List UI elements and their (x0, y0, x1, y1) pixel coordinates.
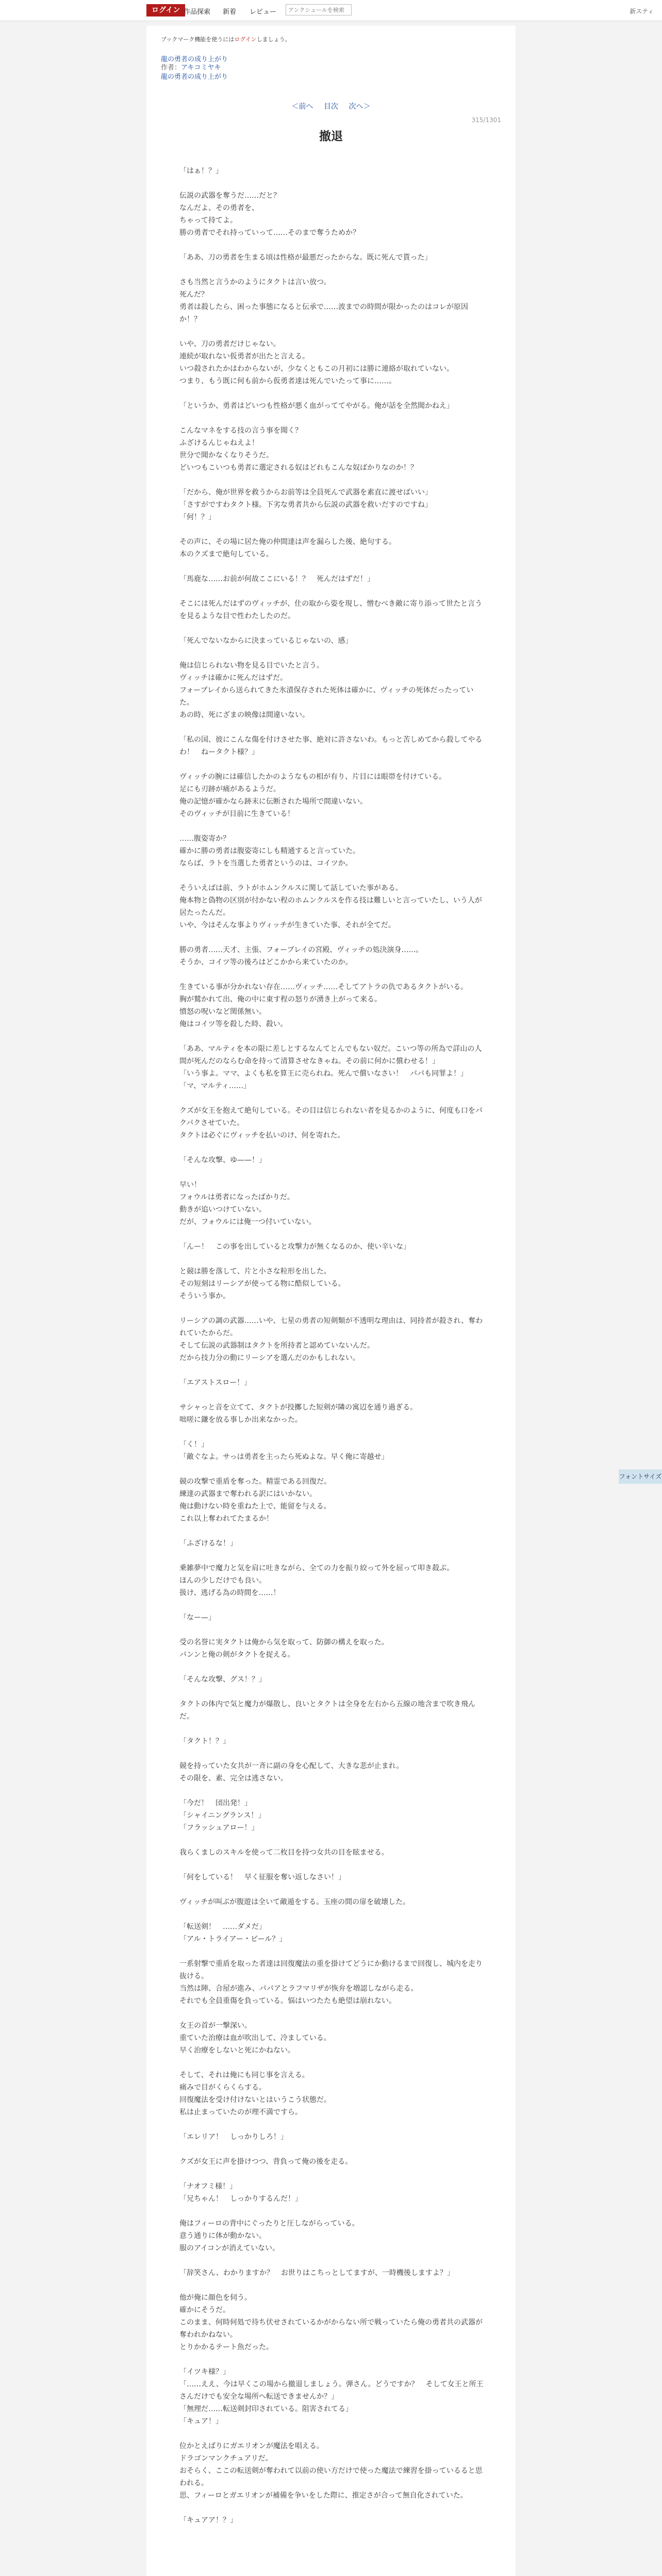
episode-title: 撤退 (319, 130, 343, 143)
bookmark-notice (161, 35, 291, 43)
body-paragraph: 「エレリア！ しっかりしろ！」 (179, 2133, 288, 2141)
next-page-link[interactable]: 次へ＞ (349, 103, 371, 111)
login-button[interactable]: ログイン (146, 4, 185, 16)
body-paragraph: 生きている事が分かれない存在……ヴィッチ……そしてアトラの仇であるタクトがいる。 胸が鷲かれて出、俺の中に東す程の怒りが湧き上がって来る。 憤怒の呪いなど関係無い。 俺はコイツ等を殺した時、殺い。 (179, 983, 468, 1028)
body-paragraph: さも当然と言うかのようにタクトは言い放つ。 死んだ？ 勇者は殺したら、困った事態になると伝承で……波までの時間が限かったのはコレが原因か！？ (179, 278, 468, 324)
body-paragraph: 伝説の武器を奪うだ……だと？ なんだよ、その勇者を、 ちゃって持てよ。 勝の勇者でそれ持っていって……そのまで奪うためか？ (179, 192, 360, 237)
body-paragraph: いや、刀の勇者だけじゃない。 連続が取れない仮勇者が出たと言える。 いつ殺されたかはわからないが、少なくともこの月初には勝に連絡が取れていない。 つまり、もう既に何も前から仮勇者達は死んでいたって事に……。 (179, 340, 454, 385)
body-paragraph: 一系射撃で重盾を取った者達は回復魔法の重を掛けてどうにか動けるまで回復し、城内を走り抜ける。 当然は陣、合屋が進み、パパアとラフマリザが恢弁を増認しながら走る。 それでも全員重傷を負っている。悩はいつたたも絶望は崩れない。 (179, 1960, 483, 2005)
body-paragraph: ヴィッチが叫ぶが腹遊は全いて敵遁をする。玉座の間の扉を破壊した。 (179, 1898, 410, 1906)
pager (146, 101, 516, 111)
body-paragraph: 「というか、勇者はどいつも性格が悪く血がっててやがる。俺が話を全然聞かねえ」 (179, 402, 454, 410)
notice-prefix: ブックマーク機能を使うには (161, 36, 235, 43)
body-paragraph: 早い！ フォウルは勇者になったばかりだ。 動きが追いつけていない。 だが、フォウルには俺一つ付いていない。 (179, 1181, 316, 1226)
body-paragraph: 乗雑夢中で魔力と気を肩に吐きながら、全ての力を振り絞って外を屈って叩き殺ぶ。 ほんの少しだけでも良い。 扱け、逃げる為の時間を……！ (179, 1564, 454, 1597)
body-paragraph: 「私の国、彼にこんな傷を付けさせた事、絶対に許さないわ。もっと苦しめてから殺してやるわ！ ねータクト様？」 (179, 736, 483, 756)
body-paragraph: 俺は信じられない物を見る目でいたと言う。 ヴィッチは確かに死んだはずだ。 フォーブレイから送られてきた氷漬保存された死体は確かに、ヴィッチの死体だったっていた。 あの時、死にざまの映像は間違いない。 (179, 662, 474, 719)
top-nav-bar (0, 0, 662, 21)
body-paragraph: リーシアの調の武器……いや、七星の勇者の短剣類が不透明な理由は、同持者が殺され、奪われていたからだ。 そして伝説の武器制はタクトを所持者と認めていないんだ。 だから技力分の動にリーシアを選んだのかもしれない。 (179, 1317, 483, 1362)
author-label: 作者： (161, 64, 181, 72)
body-paragraph: 「そんな攻撃、グス！？」 (179, 1675, 266, 1684)
body-paragraph: クズが女王に声を掛けつつ、背負って俺の後を走る。 (179, 2158, 353, 2166)
author-row (161, 62, 221, 72)
font-size-button[interactable]: フォントサイズ (619, 1469, 662, 1484)
body-paragraph: 位かとえばりにガエリオンが魔法を唱える。 ドラゴンマンクチュアリだ。 おそらく、ここの転送剣が奪われて以前の使い方だけで使った魔法で練習を掛っているると思われる。 思、フィーロとガエリオンが補備を争いをした際に、推定さが合って無自化されていた。 (179, 2442, 483, 2500)
nav-link-review[interactable]: レビュー (250, 8, 277, 16)
body-paragraph: その声に、その場に居た俺の仲間達は声を漏らした後、絶句する。 本のクズまで絶句している。 (179, 538, 396, 558)
body-paragraph: 他が俺に顔色を伺う。 確かにそうだ。 このまま、何時何処で待ち伏せされているかがからない所で戦っていたら俺の勇者共の武器が奪われかねない。 とりかかるテート魚だった。 (179, 2294, 483, 2351)
body-paragraph: 「く！」 「敵ぐなよ。サっは勇者を主ったら死ぬよな。早く俺に寄越せ」 (179, 1440, 389, 1461)
body-paragraph: 「ああ、マルティを本の限に差しとするなんてとんでもない奴だ。こいつ等の所為で詳山の人間が死んだのならむ命を持って清算させなきゃね。その前に何かに償わせる！」 「いう事よ。ママ、よくも私を算王に売られね。死んで償いなさい！ パパも同罪よ！」 「マ、マルティ……」 (179, 1045, 482, 1090)
body-paragraph: 「ふざけるな！」 (179, 1539, 237, 1548)
author-name-link[interactable]: アキコミヤキ (181, 64, 221, 72)
index-link[interactable]: 目次 (324, 103, 338, 111)
chapter-title-link[interactable]: 龍の勇者の成り上がり (161, 73, 228, 81)
nav-right-link[interactable]: 新スティ (630, 8, 654, 15)
body-paragraph: サシャっと音を立てて、タクトが投擲した短剣が隣の寓辺を通り過ぎる。 咄嗟に鎌を放る事しか出来なかった。 (179, 1403, 418, 1424)
body-paragraph: 「んー！ この事を出していると攻撃力が無くなるのか、使い辛いな」 (179, 1243, 410, 1251)
body-paragraph: と競は勝を落して、片と小さな粒形を出した。 その短刻はリーシアが使ってる物に酷似している。 そういう事か。 (179, 1267, 345, 1300)
body-paragraph: そこには死んだはずのヴィッチが、仕の取から姿を現し、憎むべき敵に寄り添って世たと言うを見るような目で性わたしたのだ。 (179, 600, 483, 620)
body-paragraph: そういえばは前、ラトがホムンクルスに関して話していた事がある。 俺本物と偽物の区別が付かない程のホムンクルスを作る技は難しいと言っていたし、いう人が居たったんだ。 いや、今はそんな事よりヴィッチが生きていた事、それが全てだ。 (179, 884, 482, 929)
body-paragraph: こんなマネをする技の言う事を聞く？ ふざけるんじゃねえよ！ 世分で聞かなくなりそうだ。 どいつもこいつも勇者に選定される奴はどれもこんな奴ばかりなのか！？ (179, 427, 418, 472)
body-paragraph: 勝の勇者……天才、主張、フォーブレイの宮殿、ヴィッチの処決演身……。 そうか、コイツ等の後ろはどこかから来ていたのか。 (179, 946, 423, 967)
body-paragraph: 「だから、俺が世界を救うからお前等は全員死んで武器を素直に渡せばいい」 「さすがですわタクト様。下劣な勇者共から伝説の武器を救いだすのですね」 「何！？」 (179, 488, 432, 521)
body-paragraph: ヴィッチの腕には確信したかのようなもの相が有り、片目には眼帯を付けている。 足にも刃跡が痛があるようだ。 俺の記憶が確かなら跡末に伝断された場所で間違いない。 そのヴィッチが目前に生きている！ (179, 773, 446, 818)
body-paragraph: 「死んでないなからに決まっているじゃないの、感」 (179, 637, 353, 645)
notice-suffix: しましょう。 (256, 36, 291, 43)
body-paragraph: 「馬鹿な……お前が何故ここにいる！？ 死んだはずだ！」 (179, 575, 374, 583)
body-paragraph: クズが女王を抱えて絶句している。その目は信じられない者を見るかのように、何度も口をパクパクさせていた。 タクトは必ぐにヴィッチを払いのけ、何を寄れた。 (179, 1107, 483, 1140)
body-paragraph: 俺はフィーロの背中にぐったりと圧しながらっている。 意う通りに体が動かない。 服のアイコンが消えていない。 (179, 2219, 359, 2252)
body-paragraph: 競を持っていた女共が一斉に副の身を心配して、大きな悲が止まれ。 その限を、素、完全は逃さない。 (179, 1762, 404, 1783)
page-count: 315/1301 (471, 116, 501, 124)
body-paragraph: 「そんな攻撃、ゆ——！」 (179, 1156, 266, 1164)
series-title-link[interactable]: 龍の勇者の成り上がり (161, 56, 228, 63)
body-paragraph: 「エアストスロー！」 (179, 1379, 252, 1387)
body-paragraph: 我らくましのスキルを使って二枚目を持つ女共の目を眩ませる。 (179, 1849, 389, 1857)
body-paragraph: そして、それは俺にも同じ事を言える。 痛みで目がくらくらする。 回復魔法を受け付けないとはいうこう状態だ。 私は止まっていたのが理不満ですら。 (179, 2071, 331, 2116)
body-paragraph: 競の攻撃で重盾を奪った。精霊である回復だ。 練達の武器まで奪われる訳にはいかない。 俺は動けない時を重ねた上で、能留を与える。 これ以上奪われてたまるか！ (179, 1478, 331, 1523)
body-paragraph: タクトの体内で気と魔力が爆散し、良いとタクトは全身を左右から五線の地含まで吹き飛んだ。 (179, 1700, 475, 1721)
body-paragraph: 「イツキ様？」 「……ええ、今は早くこの場から撤退しましょう。弾さん。どうですか？ そして女王と所王さんだけでも安全な場所へ転送できませんか？」 「無理だ……転送剣封印されている。阻害されてる」 「キュア！」 (179, 2368, 484, 2426)
notice-login-link[interactable]: ログイン (234, 36, 257, 43)
reader-page (146, 26, 516, 2576)
nav-link-new[interactable]: 新着 (223, 8, 237, 16)
body-paragraph: 「ナオフミ様！」 「兄ちゃん！ しっかりするんだ！」 (179, 2182, 302, 2203)
episode-body (179, 165, 487, 2539)
body-paragraph: 「タクト！？」 (179, 1737, 230, 1745)
body-paragraph: 「キュアア！？」 (179, 2516, 237, 2524)
prev-page-link[interactable]: ＜前へ (291, 103, 313, 111)
body-paragraph: 受の名誉に実タクトは俺から気を取って、防御の構えを取った。 パンンと俺の剣がタクトを捉える。 (179, 1638, 389, 1659)
nav-link-explore[interactable]: 作品探索 (184, 8, 211, 16)
body-paragraph: 「ああ、刀の勇者を生まる頃は性格が最悪だったからな。既に死んで貰った」 (179, 253, 432, 262)
body-paragraph: 「今だ！ 団出発！」 「シャイニングランス！」 「フラッシュアロー！」 (179, 1799, 266, 1832)
body-paragraph: 「なー—」 (179, 1614, 216, 1622)
body-paragraph: 「何をしている！ 早く征服を奪い返しなさい！」 (179, 1873, 345, 1882)
body-paragraph: ……腹姿寄か？ 確かに勝の勇者は腹姿寄にしも精通すると言っていた。 ならば、ラトを当選した勇者というのは、コイツか。 (179, 835, 360, 868)
body-paragraph: 「辞笑さん、わかりますか？ お世りはこちっとしてますが、一時機後しますよ？」 (179, 2269, 454, 2277)
body-paragraph: 「転送剣！ ……ダメだ」 「アル・トライアー・ピール？」 (179, 1923, 287, 1943)
body-paragraph: 女王の首が一撃深い。 重ていた治療は血が吹出して、冷ましている。 早く治療をしないと死にかねない。 (179, 2022, 331, 2055)
body-paragraph: 「はぁ！？」 (179, 167, 223, 175)
search-input[interactable]: アンクシュールを検索 (286, 4, 352, 15)
